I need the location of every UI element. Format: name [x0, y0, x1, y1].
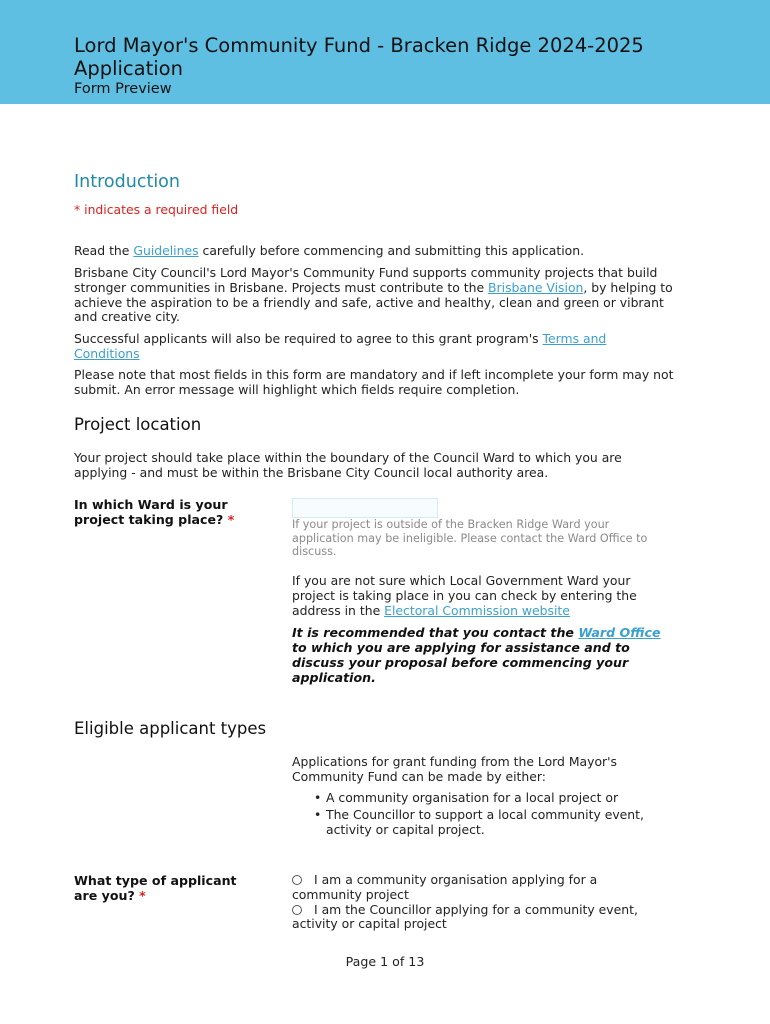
- list-item: • A community organisation for a local project or: [308, 791, 668, 806]
- eligible-intro: Applications for grant funding from the Lord Mayor's Community Fund can be made by either:: [292, 754, 617, 784]
- recommendation-text-post: to which you are applying for assistance and to discuss your proposal before commencing your application.: [292, 640, 630, 685]
- form-title: Lord Mayor's Community Fund - Bracken Ridge 2024-2025 Application: [74, 34, 644, 80]
- electoral-commission-link[interactable]: Electoral Commission website: [384, 602, 570, 618]
- list-item: • The Councillor to support a local community event, activity or capital project.: [308, 808, 668, 838]
- applicant-type-radio-group: [292, 873, 662, 932]
- fund-text-pre: Brisbane City Council's Lord Mayor's Community Fund supports community projects that build stronger communities in Brisbane. Projects must contribute to the: [74, 265, 658, 295]
- ward-hint: If your project is outside of the Bracken Ridge Ward your application may be ineligible. Please contact the Ward Office to discuss.: [292, 518, 648, 559]
- required-star: *: [139, 888, 146, 903]
- ward-check-paragraph: [292, 574, 662, 618]
- ward-question-label: [74, 497, 264, 527]
- fund-description-paragraph: [74, 266, 674, 325]
- applicant-type-question-label: [74, 873, 264, 903]
- ward-office-link[interactable]: Ward Office: [578, 625, 661, 640]
- required-field-note: * indicates a required field: [74, 202, 239, 217]
- introduction-heading: Introduction: [74, 172, 180, 192]
- page-number: Page 1 of 13: [345, 954, 425, 969]
- terms-text-pre: Successful applicants will also be required to agree to this grant program's: [74, 331, 543, 346]
- project-location-heading: Project location: [74, 415, 202, 434]
- eligible-applicant-types-heading: Eligible applicant types: [74, 719, 267, 738]
- radio-option-community-organisation[interactable]: [292, 873, 662, 903]
- mandatory-fields-note: Please note that most fields in this form are mandatory and if left incomplete your form may not submit. An error message will highlight which fields require completion.: [74, 367, 674, 397]
- header-banner: [0, 0, 770, 104]
- radio-label: I am a community organisation applying for a community project: [292, 872, 598, 902]
- radio-button[interactable]: [292, 875, 302, 885]
- project-location-description: Your project should take place within the boundary of the Council Ward to which you are applying - and must be within the Brisbane City Council local authority area.: [74, 450, 622, 480]
- guidelines-text-post: carefully before commencing and submitting this application.: [198, 243, 585, 258]
- radio-label: I am the Councillor applying for a community event, activity or capital project: [292, 901, 638, 932]
- fund-text-post: , by helping to achieve the aspiration to be a friendly and safe, active and healthy, clean and green or vibrant and creative city.: [74, 279, 673, 325]
- ward-question-text: In which Ward is your project taking place?: [74, 497, 228, 527]
- recommendation-text-pre: It is recommended that you contact the: [292, 625, 579, 640]
- form-subtitle: Form Preview: [74, 81, 172, 97]
- guidelines-paragraph: [74, 244, 684, 259]
- ward-office-recommendation: [292, 625, 672, 685]
- radio-button[interactable]: [292, 905, 302, 915]
- terms-and-conditions-link[interactable]: Terms and Conditions: [74, 331, 607, 361]
- ward-check-text: If you are not sure which Local Government Ward your project is taking place in you can check by entering the address in the: [292, 573, 637, 618]
- ward-input[interactable]: [292, 498, 438, 518]
- radio-option-councillor[interactable]: [292, 903, 662, 933]
- required-star: *: [227, 512, 235, 527]
- guidelines-text-pre: Read the: [74, 243, 134, 258]
- applicant-type-question-text: What type of applicant are you?: [74, 873, 237, 903]
- brisbane-vision-link[interactable]: Brisbane Vision: [488, 279, 584, 295]
- eligible-types-list: [308, 791, 668, 839]
- terms-paragraph: [74, 332, 674, 362]
- guidelines-link[interactable]: Guidelines: [133, 243, 199, 258]
